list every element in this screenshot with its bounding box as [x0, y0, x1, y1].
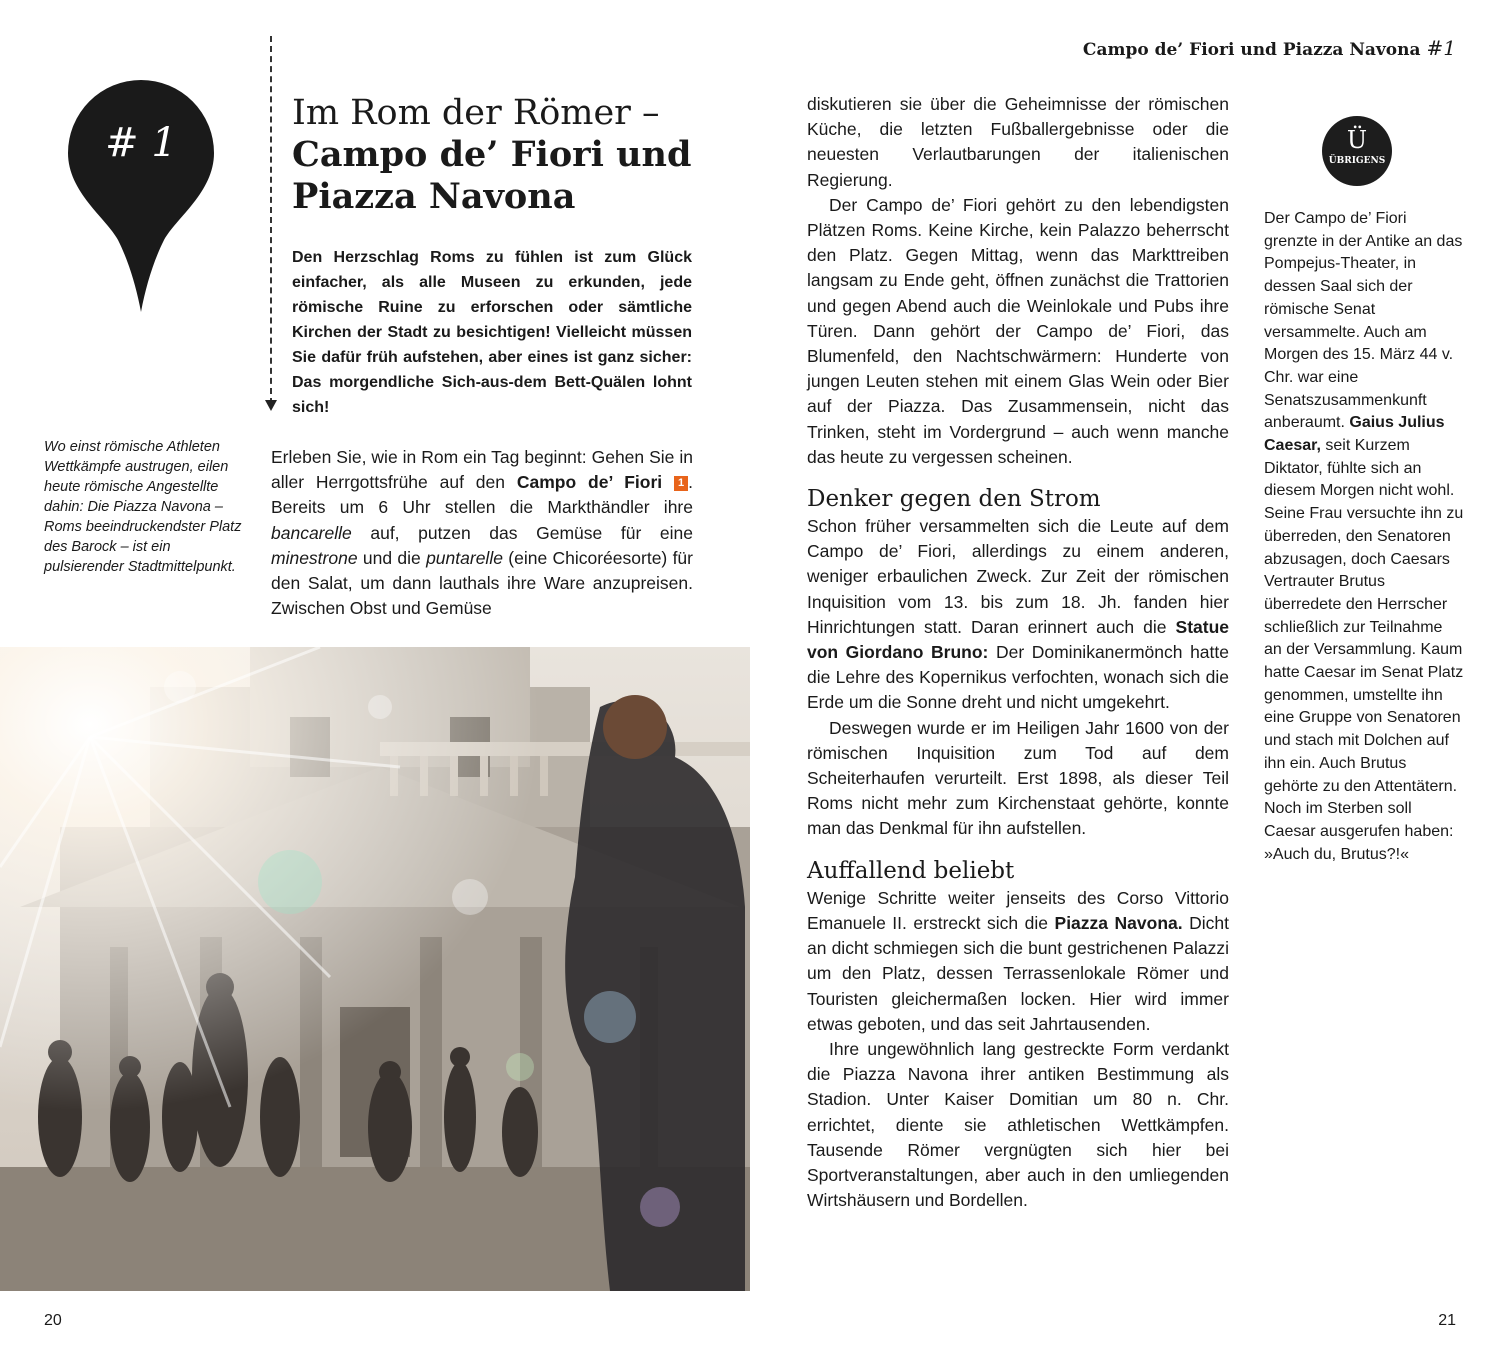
- bold-term: Piazza Navona.: [1054, 912, 1183, 933]
- dashed-guide-line: [270, 36, 272, 404]
- text-run: Erleben Sie, wie in Rom ein Tag beginnt: Gehen Sie in aller Herrgottsfrühe auf den: [271, 447, 693, 493]
- pin-label: # 1: [105, 120, 177, 166]
- title-line1: Im Rom der Römer –: [292, 93, 660, 133]
- italic-term: bancarelle: [271, 522, 352, 543]
- uebrigens-badge: [1322, 116, 1392, 186]
- sidebar-text: [1264, 208, 1464, 866]
- text-run: . Bereits um 6 Uhr stellen die Markthändler ihre: [271, 472, 693, 518]
- intro-paragraph: Den Herzschlag Roms zu fühlen ist zum Glück einfacher, als alle Museen zu erkunden, jede römische Ruine zu erforschen oder sämtliche Kirchen der Stadt zu besichtigen! Vielleicht müssen Sie dafür früh aufstehen, aber eines ist ganz sicher: Das morgendliche Sich-aus-dem Bett-Quälen lohnt sich!: [292, 249, 692, 416]
- paragraph: Ihre ungewöhnlich lang gestreckte Form verdankt die Piazza Navona ihrer antiken Bestimmung als Stadion. Unter Kaiser Domitian um 80 n. Chr. errichtet, diente sie athletischen Wettkämpfen. Tausende Römer vergnügten sich hier bei Sportveranstaltungen, aber auch in den umliegenden Wirtshäusern und Bordellen.: [807, 1038, 1229, 1211]
- page-number-right: 21: [1438, 1312, 1456, 1329]
- running-head: [1083, 36, 1456, 60]
- photo-caption: Wo einst römische Athleten Wettkämpfe austrugen, eilen heute römische Angestellte dahin: Die Piazza Navona – Roms beeindruckendster Platz des Barock – ist ein pulsierender Stadtmittelpunkt.: [44, 439, 242, 575]
- text-run: Der Dominikanermönch hatte die Lehre des Kopernikus verfochten, wonach sich die Erde um die Sonne dreht und nicht umgekehrt.: [807, 642, 1229, 713]
- paragraph: [271, 445, 693, 621]
- running-head-title: Campo de’ Fiori und Piazza Navona: [1082, 40, 1421, 60]
- text-run: (eine Chicoréesorte) für den Salat, um dann lauthals ihre Ware anzupreisen. Zwischen Obst und Gemüse: [271, 547, 693, 619]
- badge-word: ÜBRIGENS: [1328, 156, 1386, 166]
- bold-name: Gaius Julius Caesar,: [1264, 414, 1445, 455]
- text-run: seit Kurzem Diktator, fühlte sich an diesem Morgen nicht wohl. Seine Frau versuchte ihn zu überreden, den Senatoren abzusagen, doch Caesars Vertrauter Brutus überredete den Herrscher schließlich zur Teilnahme an der Versammlung. Kaum hatte Caesar im Senat Platz genommen, umstellte ihn eine Gruppe von Senatoren und stach mit Dolchen auf ihn ein. Auch Brutus gehörte zu den Attentätern. Noch im Sterben soll Caesar ausgerufen haben: »Auch du, Brutus?!«: [1264, 437, 1464, 863]
- page-number-left: 20: [44, 1312, 62, 1329]
- chapter-title: [292, 92, 752, 218]
- running-head-number: #1: [1426, 36, 1456, 60]
- map-pin-icon: [68, 80, 214, 312]
- bold-place-name: Campo de’ Fiori: [516, 472, 663, 493]
- badge-letter: Ü: [1346, 126, 1368, 154]
- body-column-2: [807, 92, 1229, 1213]
- map-marker-badge: 1: [674, 476, 688, 491]
- paragraph: Der Campo de’ Fiori gehört zu den lebendigsten Plätzen Roms. Keine Kirche, kein Palazzo beherrscht den Platz. Gegen Mittag, wenn das Markttreiben langsam zu Ende geht, öffnen zunächst die Trattorien und gegen Abend auch die Weinlokale und Pubs ihre Türen. Dann gehört der Campo de’ Fiori, das Blumenfeld, den Nachtschwärmern: Hunderte von jungen Leuten stehen mit einem Glas Wein oder Bier auf der Piazza. Das Zusammensein, nicht das Trinken, steht im Vordergrund – auch wenn manche das heute zu vergessen scheinen.: [807, 194, 1229, 467]
- text-run: auf, putzen das Gemüse für eine: [351, 522, 693, 543]
- section-heading: Auffallend beliebt: [807, 857, 1015, 884]
- paragraph: Deswegen wurde er im Heiligen Jahr 1600 von der römischen Inquisition zum Tod auf dem Scheiterhaufen verurteilt. Erst 1898, als dieser Teil Roms nicht mehr zum Kirchenstaat gehörte, konnte man das Denkmal für ihn aufstellen.: [807, 717, 1229, 839]
- text-run: Der Campo de’ Fiori grenzte in der Antike an das Pompejus-Theater, in dessen Saal sich der römische Senat versammelte. Auch am Morgen des 15. März 44 v. Chr. war eine Senatszusammenkunft anberaumt.: [1264, 210, 1463, 432]
- title-line2: Campo de’ Fiori und Piazza Navona: [292, 134, 692, 217]
- italic-term: puntarelle: [426, 547, 503, 568]
- body-column-1: [271, 445, 693, 621]
- piazza-navona-photo: [0, 647, 750, 1291]
- text-run: Wenige Schritte weiter jenseits des Corso Vittorio Emanuele II. erstreckt sich die: [807, 887, 1229, 933]
- bold-term: Statue von Giordano Bruno:: [807, 616, 1229, 663]
- paragraph: [807, 886, 1229, 1037]
- paragraph: diskutieren sie über die Geheimnisse der römischen Küche, die letzten Fußballergebnisse oder die neuesten Verlautbarungen der italienischen Regierung.: [807, 94, 1229, 190]
- paragraph: [807, 514, 1229, 716]
- italic-term: minestrone: [271, 547, 358, 568]
- arrow-down-icon: [265, 400, 277, 411]
- text-run: Dicht an dicht schmiegen sich die bunt gestrichenen Palazzi um den Platz, dessen Terrassenlokale Römer und Touristen gleichermaßen locken. Hier wird immer etwas geboten, und das seit Jahrtausenden.: [807, 912, 1229, 1034]
- section-heading: Denker gegen den Strom: [807, 486, 1101, 513]
- text-run: und die: [357, 547, 427, 568]
- text-run: Schon früher versammelten sich die Leute auf dem Campo de’ Fiori, allerdings zu einem anderen, weniger erbaulichen Zweck. Zur Zeit der römischen Inquisition vom 13. bis zum 18. Jh. fanden hier Hinrichtungen statt. Daran erinnert auch die: [807, 516, 1229, 637]
